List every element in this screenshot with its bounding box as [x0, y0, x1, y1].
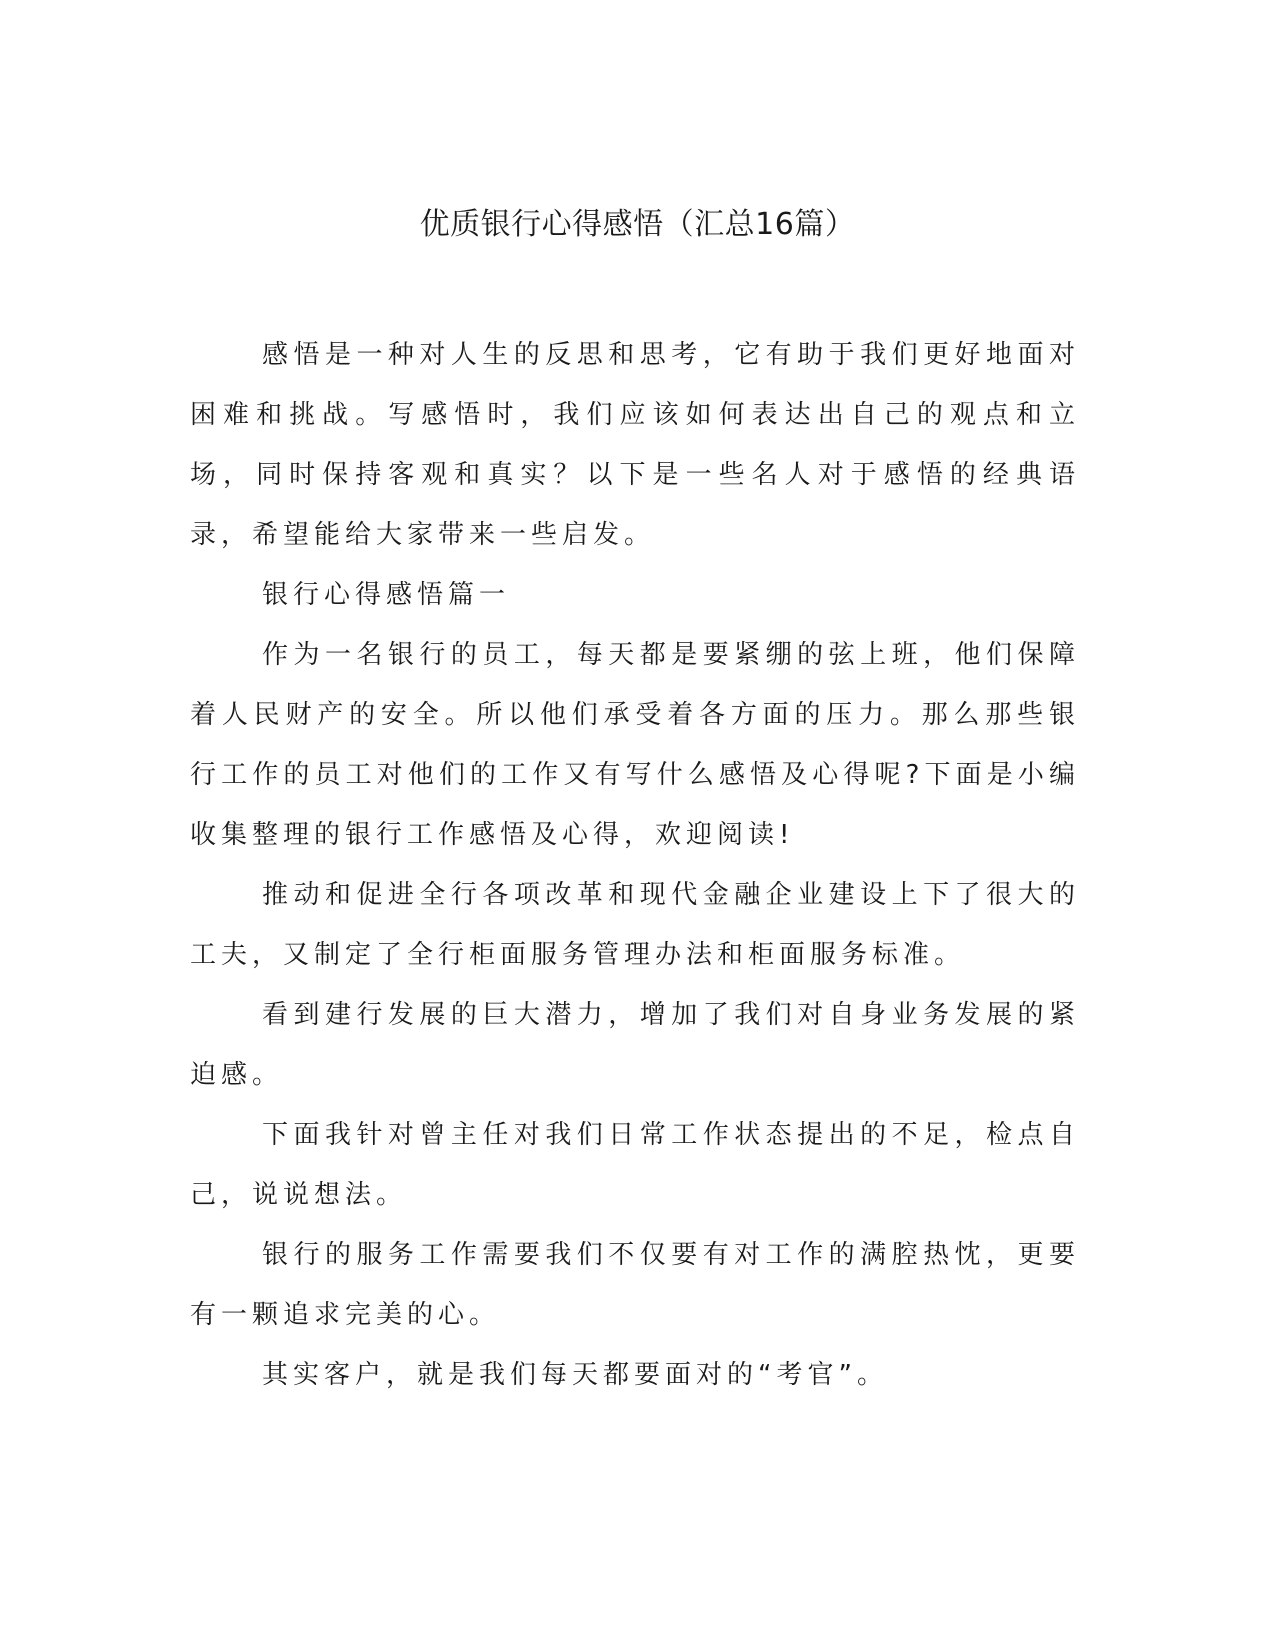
paragraph: 其实客户，就是我们每天都要面对的“考官”。	[262, 1360, 888, 1390]
document-title: 优质银行心得感悟（汇总16篇）	[419, 207, 856, 242]
paragraph: 下面我针对曾主任对我们日常工作状态提出的不足，检点自己，说说想法。	[190, 1120, 1080, 1210]
paragraph-intro: 感悟是一种对人生的反思和思考，它有助于我们更好地面对困难和挑战。写感悟时，我们应该如何表达出自己的观点和立场，同时保持客观和真实？以下是一些名人对于感悟的经典语录，希望能给大家带来一些启发。	[190, 340, 1080, 550]
paragraph: 作为一名银行的员工，每天都是要紧绷的弦上班，他们保障着人民财产的安全。所以他们承受着各方面的压力。那么那些银行工作的员工对他们的工作又有写什么感悟及心得呢?下面是小编收集整理的银行工作感悟及心得，欢迎阅读!	[190, 640, 1080, 850]
section-heading: 银行心得感悟篇一	[262, 580, 511, 610]
paragraph: 推动和促进全行各项改革和现代金融企业建设上下了很大的工夫，又制定了全行柜面服务管理办法和柜面服务标准。	[190, 880, 1080, 970]
document-body	[190, 325, 1080, 1405]
paragraph: 看到建行发展的巨大潜力，增加了我们对自身业务发展的紧迫感。	[190, 1000, 1080, 1090]
paragraph: 银行的服务工作需要我们不仅要有对工作的满腔热忱，更要有一颗追求完美的心。	[190, 1240, 1080, 1330]
